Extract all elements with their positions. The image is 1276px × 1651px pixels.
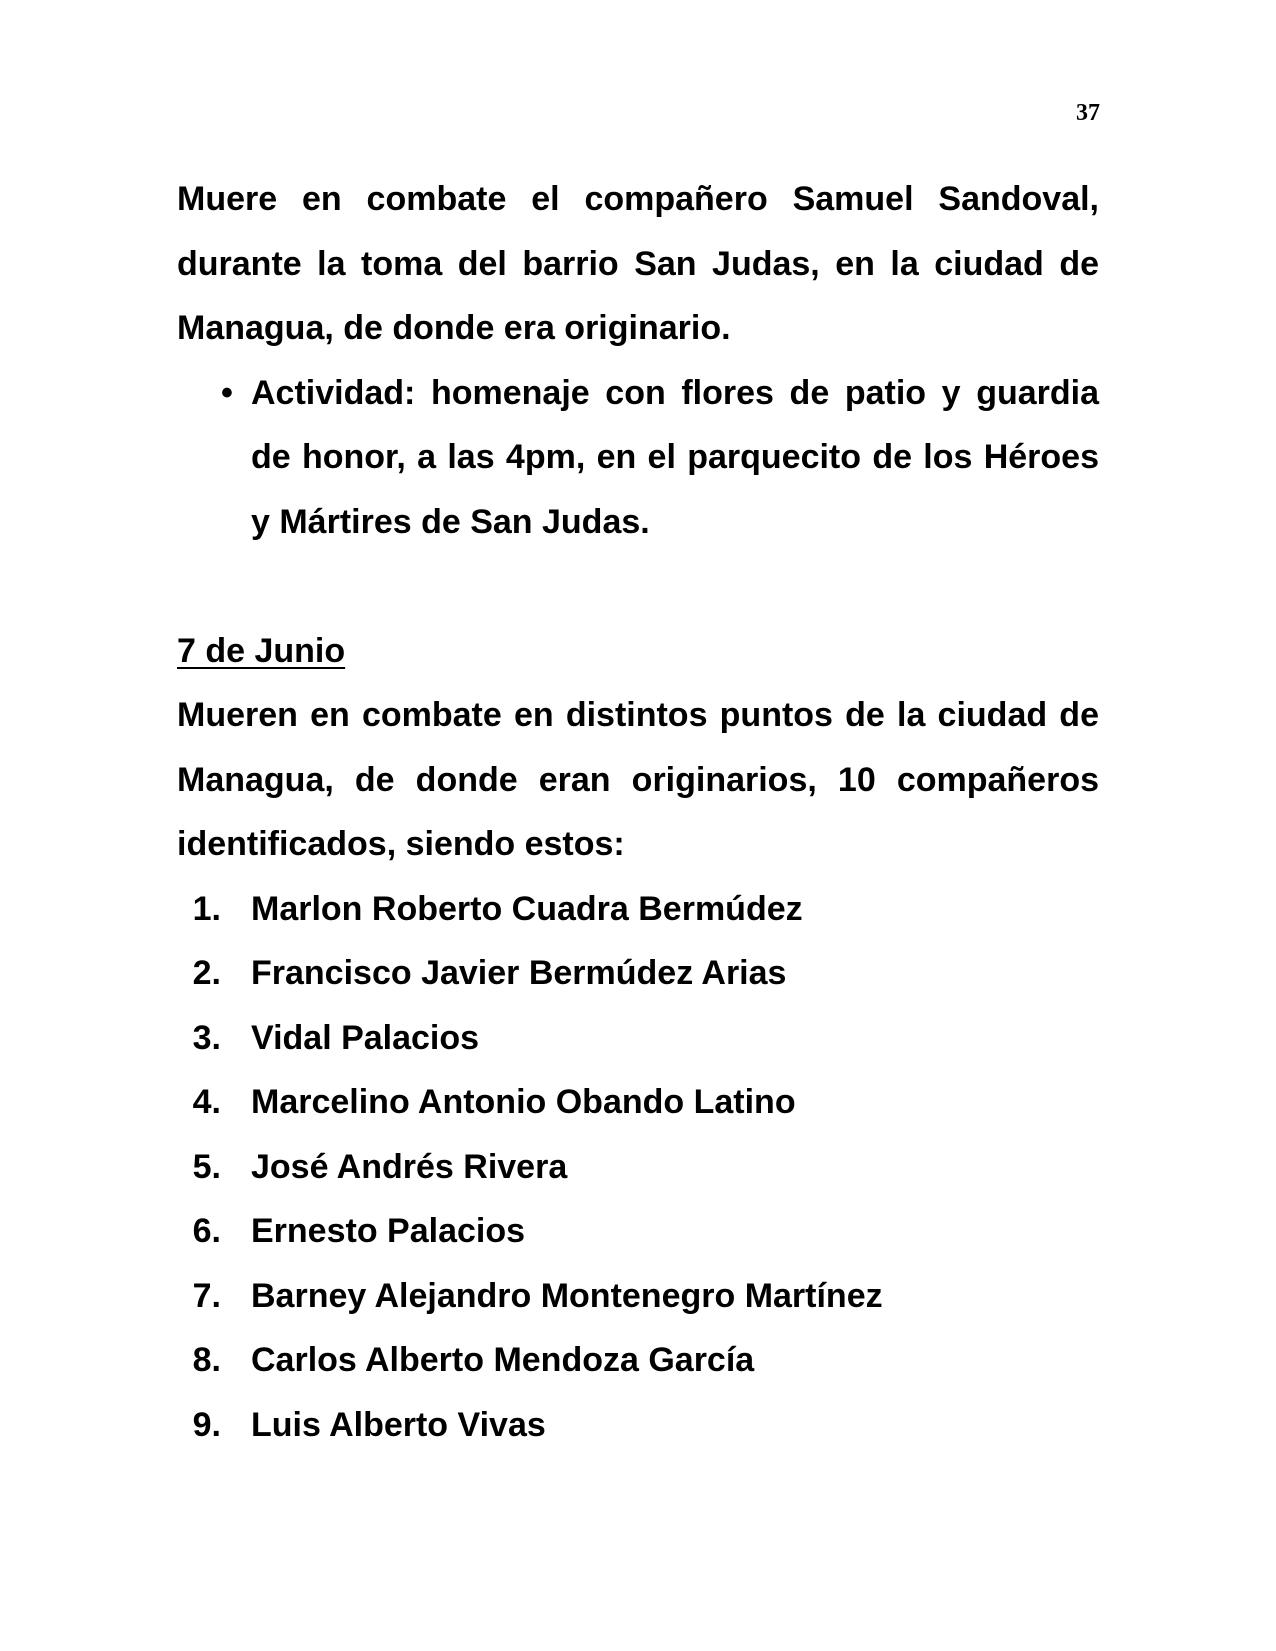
- list-number: 3.: [192, 1018, 221, 1057]
- activity-text: Actividad: homenaje con flores de patio y guardia de honor, a las 4pm, en el parquecito de los Héroes y Mártires de San Judas.: [251, 373, 1099, 541]
- list-number: 5.: [192, 1147, 221, 1186]
- intro-paragraph: Muere en combate el compañero Samuel Sandoval, durante la toma del barrio San Judas, en la ciudad de Managua, de donde era originario.: [177, 180, 1099, 347]
- activity-bullet-item: [177, 361, 1099, 555]
- section-heading-date: 7 de Junio: [177, 631, 346, 670]
- list-item: [177, 1135, 1099, 1200]
- list-number: 9.: [192, 1405, 221, 1444]
- list-item: [177, 941, 1099, 1006]
- list-number: 6.: [192, 1212, 221, 1250]
- list-item: [177, 1328, 1099, 1393]
- section-paragraph: Mueren en combate en distintos puntos de la ciudad de Managua, de donde eran originarios, 10 compañeros identificados, siendo estos:: [177, 696, 1099, 863]
- section-spacer: [177, 554, 1099, 619]
- person-name: Carlos Alberto Mendoza García: [251, 1341, 755, 1379]
- list-number: 2.: [192, 954, 221, 992]
- list-number: 1.: [192, 889, 221, 928]
- list-number: 8.: [192, 1341, 221, 1379]
- list-item: [177, 1264, 1099, 1329]
- list-number: 7.: [192, 1276, 221, 1315]
- person-name: Francisco Javier Bermúdez Arias: [251, 954, 787, 992]
- person-name: Barney Alejandro Montenegro Martínez: [251, 1276, 883, 1315]
- person-name: Ernesto Palacios: [251, 1212, 526, 1250]
- person-name: José Andrés Rivera: [251, 1147, 568, 1186]
- list-item: [177, 1393, 1099, 1458]
- list-item: [177, 1199, 1099, 1264]
- person-name: Luis Alberto Vivas: [251, 1405, 546, 1444]
- names-list: [177, 877, 1099, 1458]
- person-name: Marlon Roberto Cuadra Bermúdez: [251, 889, 803, 928]
- person-name: Marcelino Antonio Obando Latino: [251, 1083, 796, 1121]
- list-item: [177, 1070, 1099, 1135]
- activity-list: [177, 361, 1099, 555]
- list-item: [177, 877, 1099, 942]
- bullet-icon: •: [221, 373, 233, 412]
- page-number: 37: [1076, 100, 1100, 126]
- page-body: [177, 167, 1099, 1457]
- list-number: 4.: [192, 1083, 221, 1121]
- list-item: [177, 1006, 1099, 1071]
- person-name: Vidal Palacios: [251, 1018, 480, 1057]
